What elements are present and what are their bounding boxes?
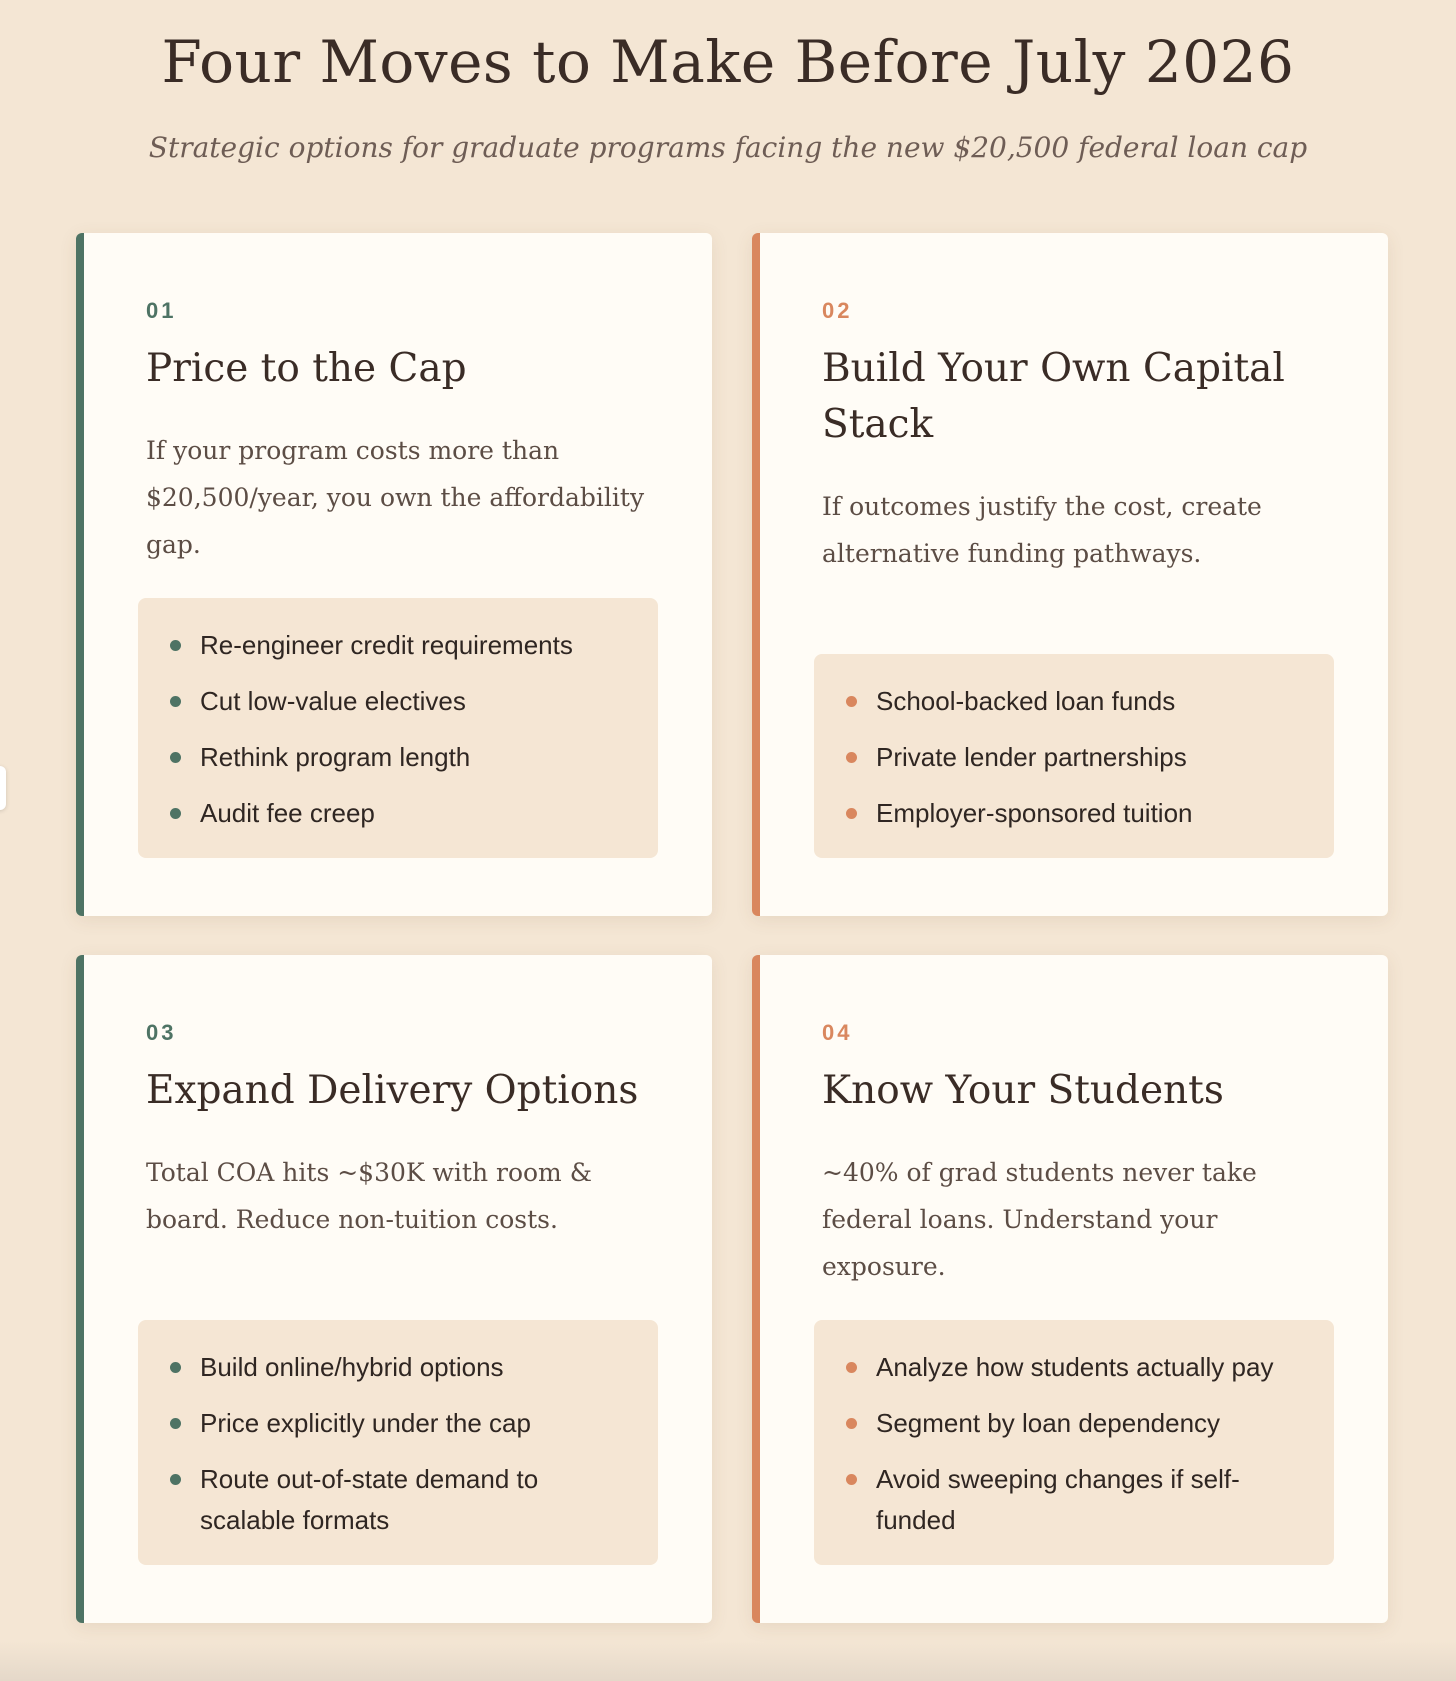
list-item <box>846 737 1314 778</box>
page-title: Four Moves to Make Before July 2026 <box>161 28 1295 96</box>
bullet-dot-icon <box>170 640 181 651</box>
bullet-list <box>170 625 638 834</box>
bullet-dot-icon <box>846 1474 857 1485</box>
card-number: 03 <box>146 1020 177 1045</box>
bullet-box <box>138 598 658 858</box>
card-number: 01 <box>146 298 177 323</box>
list-item-text: Avoid sweeping changes if self-funded <box>876 1464 1240 1535</box>
side-tab-handle[interactable] <box>0 766 6 810</box>
bullet-box <box>138 1320 658 1565</box>
list-item-text: Cut low-value electives <box>200 686 466 716</box>
bullet-box <box>814 654 1334 858</box>
bullet-dot-icon <box>846 808 857 819</box>
card-description: ~40% of grad students never take federal loans. Understand your exposure. <box>822 1158 1257 1281</box>
page-subtitle: Strategic options for graduate programs facing the new $20,500 federal loan cap <box>148 131 1308 164</box>
list-item <box>170 1459 638 1541</box>
list-item-text: Route out-of-state demand to scalable formats <box>200 1464 539 1535</box>
bullet-dot-icon <box>170 1362 181 1373</box>
card-number: 02 <box>822 298 853 323</box>
bullet-list <box>170 1347 638 1541</box>
card-description: Total COA hits ~$30K with room & board. Reduce non-tuition costs. <box>146 1158 592 1234</box>
bullet-dot-icon <box>170 1418 181 1429</box>
move-card-capital-stack <box>752 233 1388 916</box>
list-item <box>846 793 1314 834</box>
list-item-text: Segment by loan dependency <box>876 1408 1221 1438</box>
list-item-text: Employer-sponsored tuition <box>876 798 1193 828</box>
bullet-dot-icon <box>846 1362 857 1373</box>
bullet-dot-icon <box>170 752 181 763</box>
list-item <box>170 1403 638 1444</box>
list-item <box>846 1459 1314 1541</box>
move-card-price-to-cap <box>76 233 712 916</box>
list-item-text: Audit fee creep <box>200 798 375 828</box>
card-description: If your program costs more than $20,500/year, you own the affordability gap. <box>146 436 645 559</box>
list-item-text: School-backed loan funds <box>876 686 1176 716</box>
list-item <box>846 1403 1314 1444</box>
list-item <box>170 793 638 834</box>
list-item-text: Build online/hybrid options <box>200 1352 504 1382</box>
card-title: Expand Delivery Options <box>146 1068 639 1113</box>
bottom-shade <box>0 1641 1456 1681</box>
list-item <box>170 681 638 722</box>
bullet-box <box>814 1320 1334 1565</box>
card-title: Build Your Own Capital Stack <box>822 346 1285 447</box>
card-description: If outcomes justify the cost, create alternative funding pathways. <box>822 492 1262 568</box>
list-item <box>170 625 638 666</box>
card-title: Know Your Students <box>822 1068 1224 1113</box>
bullet-dot-icon <box>170 808 181 819</box>
bullet-dot-icon <box>170 1474 181 1485</box>
bullet-dot-icon <box>846 696 857 707</box>
move-card-delivery-options <box>76 955 712 1623</box>
bullet-list <box>846 681 1314 834</box>
bullet-dot-icon <box>846 1418 857 1429</box>
move-card-know-students <box>752 955 1388 1623</box>
list-item-text: Analyze how students actually pay <box>876 1352 1274 1382</box>
list-item-text: Rethink program length <box>200 742 471 772</box>
card-title: Price to the Cap <box>146 346 467 391</box>
bullet-dot-icon <box>846 752 857 763</box>
list-item <box>846 681 1314 722</box>
bullet-dot-icon <box>170 696 181 707</box>
list-item <box>170 737 638 778</box>
list-item <box>846 1347 1314 1388</box>
card-number: 04 <box>822 1020 853 1045</box>
list-item-text: Price explicitly under the cap <box>200 1408 531 1438</box>
bullet-list <box>846 1347 1314 1541</box>
list-item-text: Re-engineer credit requirements <box>200 630 573 660</box>
list-item <box>170 1347 638 1388</box>
list-item-text: Private lender partnerships <box>876 742 1187 772</box>
